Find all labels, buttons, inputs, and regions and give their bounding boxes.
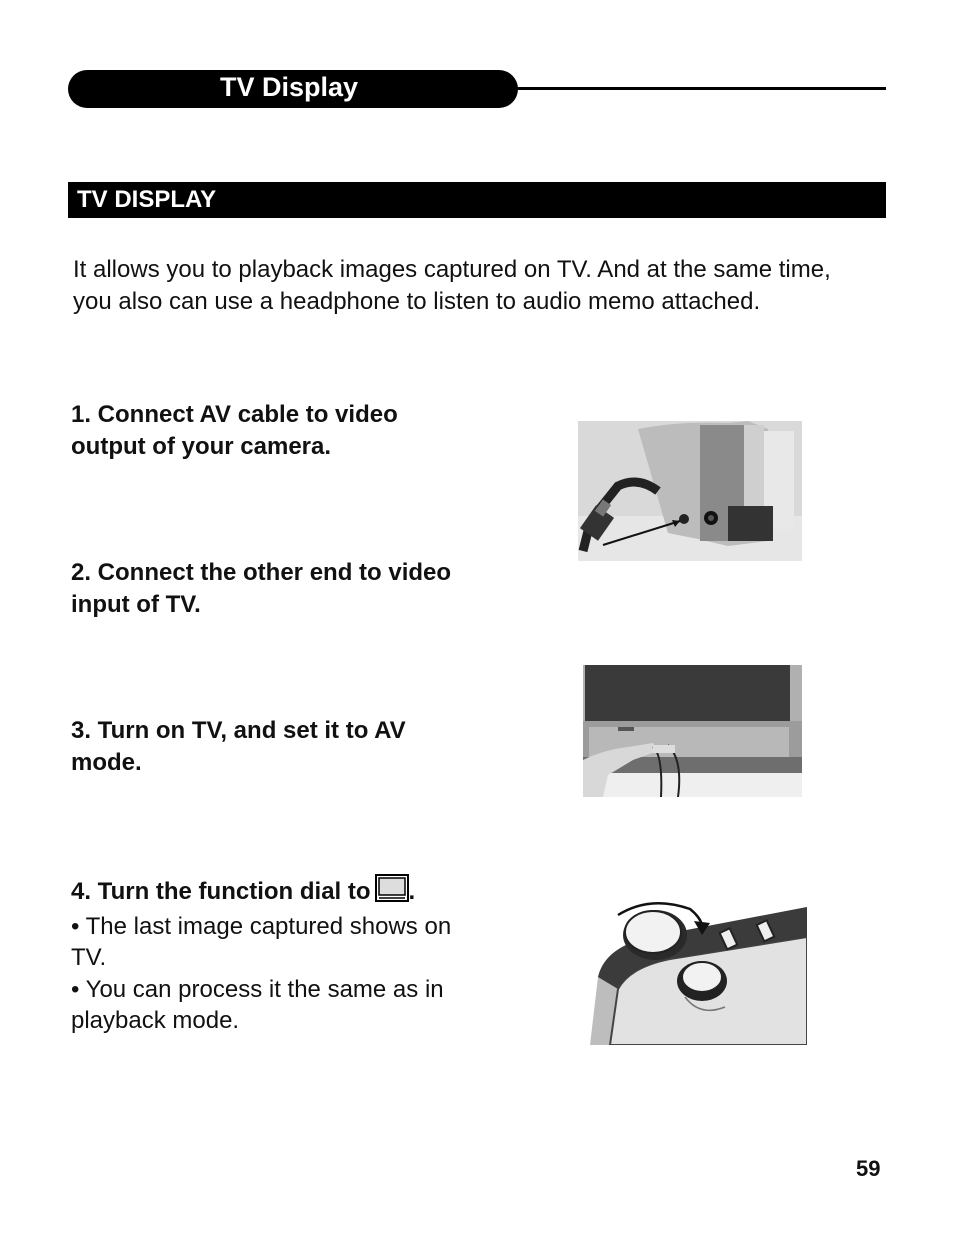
tv-av-input-photo [583, 665, 802, 797]
step-2 [71, 557, 471, 620]
header-rule [510, 87, 886, 90]
bullet-1: • The last image captured shows on TV. [71, 912, 452, 971]
bullet-2: • You can process it the same as in playback mode. [71, 975, 444, 1034]
step-2-text: 2. Connect the other end to video input of TV. [71, 559, 452, 618]
tv-icon [375, 874, 409, 911]
step-4 [71, 874, 491, 1037]
page-number: 59 [856, 1156, 881, 1181]
step-4-suffix: . [408, 878, 416, 905]
page-title: TV Display [220, 72, 359, 102]
step-3-text: 3. Turn on TV, and set it to AV mode. [71, 717, 406, 776]
step-4-text: 4. Turn the function dial to [71, 878, 371, 905]
section-title: TV DISPLAY [77, 186, 217, 213]
step-3 [71, 715, 471, 778]
function-dial-photo [590, 897, 807, 1045]
step-1 [71, 399, 471, 462]
camera-av-cable-photo [578, 421, 802, 561]
intro-paragraph: It allows you to playback images captured on TV. And at the same time, you also can use a headphone to listen to audio memo attached. [73, 256, 831, 315]
step-1-text: 1. Connect AV cable to video output of your camera. [71, 401, 398, 460]
